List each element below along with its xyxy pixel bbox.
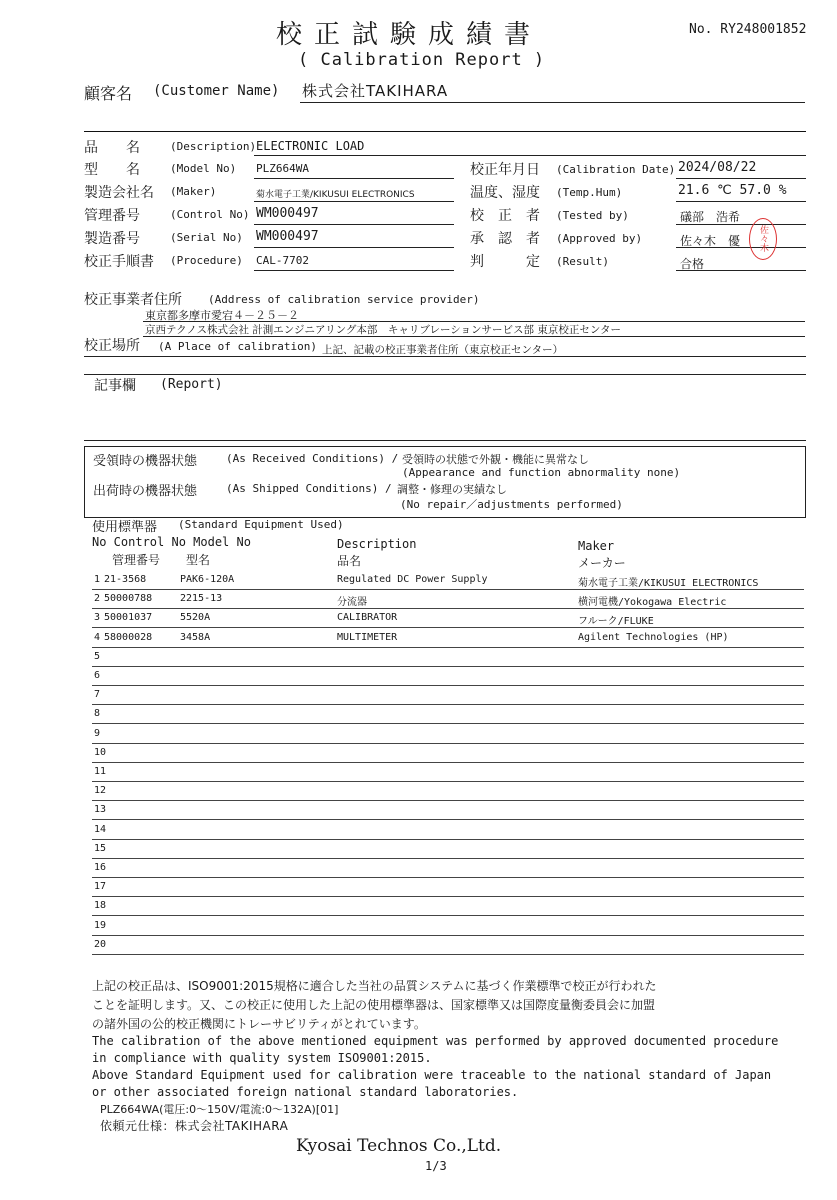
- row-description: CALIBRATOR: [337, 612, 398, 624]
- field-label-en: (Maker): [170, 185, 217, 198]
- footer-page-number: 1/3: [425, 1159, 447, 1173]
- equipment-title-jp: 使用標準器: [92, 520, 158, 535]
- place-label-en: (A Place of calibration): [158, 340, 317, 353]
- row-model-no: 3458A: [180, 631, 211, 643]
- footer-jp-line2: ことを証明します。又、この校正に使用した上記の使用標準器は、国家標準又は国際度量衡委員会に加盟: [92, 998, 656, 1012]
- field-procedure: CAL-7702: [256, 254, 309, 267]
- received-label-en: (As Received Conditions) /: [226, 452, 399, 465]
- table-row: [92, 686, 804, 705]
- row-control-no: 58000028: [104, 631, 153, 643]
- row-number: 18: [94, 900, 107, 912]
- table-row: [92, 571, 804, 590]
- row-model-no: 5520A: [180, 612, 211, 624]
- row-maker: Agilent Technologies (HP): [578, 631, 729, 643]
- place-underline: [84, 356, 806, 357]
- row-number: 20: [94, 938, 107, 950]
- field-underline: [254, 155, 806, 156]
- field-label-jp: 製造番号: [84, 231, 140, 247]
- table-row: [92, 648, 804, 667]
- equipment-head-desc-en: Description: [337, 537, 417, 551]
- provider-underline: [143, 336, 805, 337]
- field-label-en: (Tested by): [556, 209, 629, 222]
- field-underline: [254, 201, 454, 202]
- field-underline: [676, 270, 806, 271]
- table-row: [92, 936, 804, 955]
- field-control-no: WM000497: [256, 206, 319, 221]
- field-label-jp: 温度、湿度: [470, 185, 540, 201]
- field-underline: [254, 178, 454, 179]
- table-row: [92, 629, 804, 648]
- row-number: 16: [94, 862, 107, 873]
- equipment-head-maker-jp: メーカー: [578, 556, 626, 570]
- field-tested-by: 礒部 浩希: [680, 210, 741, 224]
- shipped-value-jp: 調整・修理の実績なし: [397, 483, 507, 496]
- field-label-en: (Approved by): [556, 232, 643, 245]
- equipment-title-en: (Standard Equipment Used): [178, 518, 344, 531]
- row-number: 3: [94, 612, 101, 624]
- place-label-jp: 校正場所: [84, 338, 140, 354]
- field-label-jp: 判 定: [470, 254, 540, 270]
- footer-en-line1: The calibration of the above mentioned equipment was performed by approved documented procedure: [92, 1034, 779, 1048]
- row-description: Regulated DC Power Supply: [337, 574, 488, 585]
- field-label-jp: 型 名: [84, 162, 140, 178]
- page-title: 校正試験成績書: [276, 20, 543, 50]
- row-control-no: 21-3568: [104, 574, 147, 585]
- row-number: 19: [94, 919, 107, 931]
- field-label-jp: 製造会社名: [84, 185, 154, 201]
- received-value-jp: 受領時の状態で外観・機能に異常なし: [402, 453, 589, 466]
- row-number: 10: [94, 746, 107, 758]
- equipment-head-desc-jp: 品名: [337, 554, 362, 568]
- table-row: [92, 705, 804, 724]
- section-divider: [84, 131, 806, 132]
- provider-label-jp: 校正事業者住所: [84, 292, 182, 308]
- place-value: 上記、記載の校正事業者住所（東京校正センター）: [322, 344, 564, 356]
- table-row: [92, 725, 804, 744]
- table-row: [92, 763, 804, 782]
- row-number: 13: [94, 804, 107, 816]
- field-label-jp: 品 名: [84, 140, 140, 156]
- table-row: [92, 590, 804, 609]
- field-approved-by: 佐々木 優: [680, 234, 741, 248]
- row-maker: 菊水電子工業/KIKUSUI ELECTRONICS: [578, 578, 759, 589]
- field-model: PLZ664WA: [256, 162, 309, 175]
- row-model-no: 2215-13: [180, 593, 223, 605]
- table-row: [92, 840, 804, 859]
- footer-client: 依頼元仕様：株式会社TAKIHARA: [100, 1119, 289, 1133]
- table-row: [92, 859, 804, 878]
- approval-seal-stamp: [749, 218, 777, 260]
- footer-company: Kyosai Technos Co.,Ltd.: [296, 1136, 502, 1156]
- equipment-head-control-jp: 管理番号: [112, 553, 161, 567]
- field-label-en: (Control No): [170, 208, 250, 221]
- field-label-en: (Serial No): [170, 231, 243, 244]
- table-row: [92, 609, 804, 628]
- field-maker: 菊水電子工業/KIKUSUI ELECTRONICS: [256, 190, 415, 200]
- report-label-jp: 記事欄: [94, 378, 136, 394]
- row-number: 15: [94, 842, 107, 854]
- customer-name: 株式会社TAKIHARA: [302, 82, 449, 100]
- table-row: [92, 917, 804, 936]
- field-calibration-date: 2024/08/22: [678, 160, 757, 175]
- row-number: 6: [94, 670, 101, 681]
- table-row: [92, 667, 804, 686]
- footer-en-line4: or other associated foreign national standard laboratories.: [92, 1085, 519, 1099]
- report-number: No. RY248001852: [689, 22, 807, 37]
- provider-label-en: (Address of calibration service provider): [208, 293, 480, 306]
- field-serial-no: WM000497: [256, 229, 319, 244]
- field-label-jp: 管理番号: [84, 208, 140, 224]
- field-label-en: (Temp.Hum): [556, 186, 623, 199]
- equipment-head-maker-en: Maker: [578, 539, 615, 553]
- field-underline: [676, 178, 806, 179]
- shipped-value-en: (No repair／adjustments performed): [400, 498, 623, 511]
- row-maker: フルーク/FLUKE: [578, 616, 654, 628]
- seal-text: 佐々木: [758, 225, 768, 252]
- field-label-jp: 承 認 者: [470, 231, 540, 247]
- field-label-en: (Calibration Date): [556, 163, 676, 176]
- footer-jp-line1: 上記の校正品は、ISO9001:2015規格に適合した当社の品質システムに基づく作業標準で校正が行われた: [92, 979, 657, 993]
- row-number: 12: [94, 785, 107, 797]
- equipment-head-model-jp: 型名: [186, 553, 211, 567]
- row-maker: 横河電機/Yokogawa Electric: [578, 597, 727, 609]
- field-underline: [676, 201, 806, 202]
- footer-en-line2: in compliance with quality system ISO9001:2015.: [92, 1051, 432, 1065]
- row-number: 2: [94, 593, 101, 605]
- row-number: 11: [94, 766, 107, 777]
- field-label-en: (Description): [170, 140, 257, 153]
- row-number: 7: [94, 689, 101, 701]
- field-label-jp: 校正年月日: [470, 162, 540, 178]
- footer-jp-line3: の諸外国の公的校正機関にトレーサビリティがとれています。: [92, 1017, 426, 1031]
- field-temp-hum: 21.6 ℃ 57.0 %: [678, 183, 787, 198]
- table-row: [92, 801, 804, 820]
- equipment-head-left-en: No Control No Model No: [92, 535, 251, 549]
- provider-company: 京西テクノス株式会社 計測エンジニアリング本部 キャリブレーションサービス部 東京校正センター: [145, 324, 621, 336]
- row-number: 14: [94, 823, 107, 835]
- received-label-jp: 受領時の機器状態: [93, 454, 198, 469]
- row-description: 分流器: [337, 597, 367, 609]
- row-number: 17: [94, 881, 107, 893]
- field-result: 合格: [680, 257, 705, 271]
- shipped-label-jp: 出荷時の機器状態: [93, 484, 198, 499]
- field-underline: [254, 270, 454, 271]
- table-row: [92, 744, 804, 763]
- row-control-no: 50001037: [104, 612, 153, 624]
- field-underline: [254, 224, 454, 225]
- footer-spec: PLZ664WA(電圧:0～150V/電流:0～132A)[01]: [100, 1103, 339, 1116]
- field-label-jp: 校 正 者: [470, 208, 540, 224]
- row-description: MULTIMETER: [337, 631, 398, 643]
- field-underline: [676, 247, 806, 248]
- section-divider: [84, 440, 806, 441]
- report-label-en: (Report): [160, 377, 223, 392]
- table-row: [92, 782, 804, 801]
- field-label-en: (Procedure): [170, 254, 243, 267]
- field-label-en: (Result): [556, 255, 609, 268]
- customer-label-en: (Customer Name): [153, 83, 280, 99]
- customer-label-jp: 顧客名: [84, 84, 133, 103]
- row-model-no: PAK6-120A: [180, 574, 235, 585]
- row-number: 5: [94, 650, 101, 662]
- shipped-label-en: (As Shipped Conditions) /: [226, 482, 392, 495]
- footer-en-line3: Above Standard Equipment used for calibration were traceable to the national standard of Japan: [92, 1068, 772, 1082]
- row-number: 4: [94, 631, 101, 643]
- row-number: 9: [94, 727, 101, 739]
- row-number: 8: [94, 708, 101, 720]
- table-row: [92, 878, 804, 897]
- provider-address: 東京都多摩市愛宕４－２５－２: [145, 309, 299, 322]
- section-divider: [84, 374, 806, 375]
- received-value-en: (Appearance and function abnormality none): [402, 466, 681, 479]
- page-subtitle: ( Calibration Report ): [298, 50, 546, 70]
- field-description: ELECTRONIC LOAD: [256, 139, 365, 153]
- customer-underline: [300, 102, 805, 103]
- table-row: [92, 897, 804, 916]
- row-control-no: 50000788: [104, 593, 153, 605]
- field-label-jp: 校正手順書: [84, 254, 154, 270]
- field-label-en: (Model No): [170, 162, 237, 175]
- field-underline: [676, 224, 806, 225]
- field-underline: [254, 247, 454, 248]
- table-row: [92, 821, 804, 840]
- row-number: 1: [94, 574, 101, 585]
